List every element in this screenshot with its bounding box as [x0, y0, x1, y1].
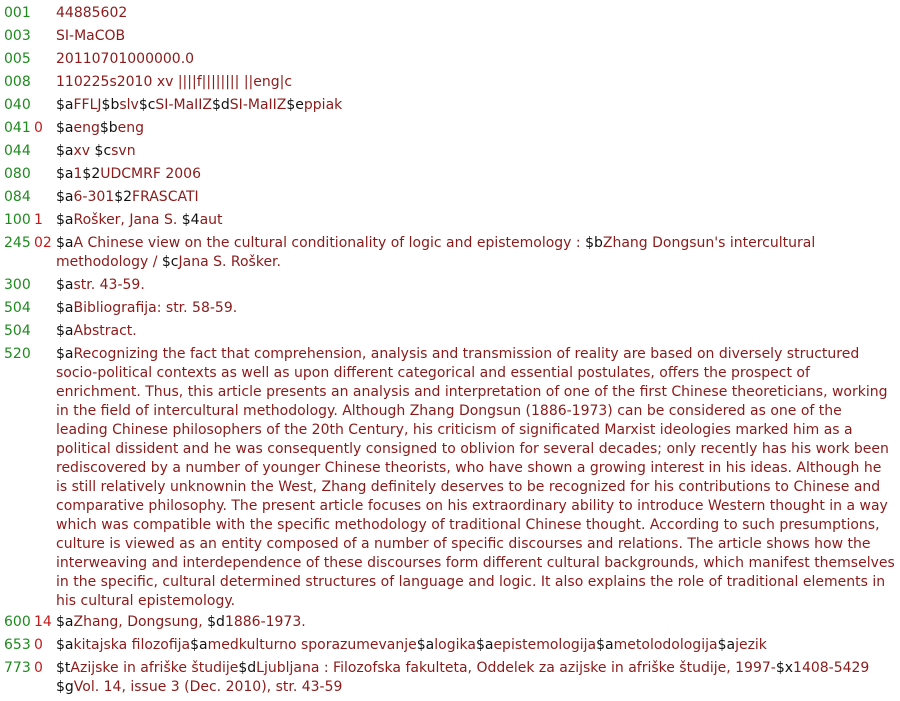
- subfield-code: $c: [138, 97, 156, 113]
- field-content: [56, 276, 896, 295]
- field-content: [56, 345, 900, 611]
- field-content: [56, 211, 896, 230]
- subfield-value: FRASCATI: [132, 189, 199, 205]
- subfield-value: Jana S. Rošker.: [178, 254, 281, 270]
- marc-field-044: [0, 142, 900, 161]
- subfield-value: Vol. 14, issue 3 (Dec. 2010), str. 43-59: [73, 679, 343, 695]
- field-content: [56, 188, 896, 207]
- subfield-value: eng: [117, 120, 145, 136]
- subfield-code: $a: [416, 637, 435, 653]
- field-value: 20110701000000.0: [56, 51, 195, 67]
- marc-field-504: [0, 322, 900, 341]
- marc-field-040: [0, 96, 900, 115]
- subfield-code: $4: [181, 212, 200, 228]
- field-content: [56, 50, 896, 69]
- marc-field-080: [0, 165, 900, 184]
- field-indicators: 0: [34, 660, 43, 676]
- field-indicators: 0: [34, 120, 43, 136]
- field-tag: 300: [4, 277, 31, 293]
- subfield-code: $a: [56, 143, 74, 159]
- subfield-value: slv: [119, 97, 139, 113]
- subfield-value: Zhang, Dongsung,: [73, 614, 208, 630]
- subfield-code: $a: [56, 189, 74, 205]
- subfield-value: epistemologija: [493, 637, 597, 653]
- field-content: [56, 636, 896, 655]
- subfield-code: $d: [207, 614, 225, 630]
- subfield-value: ppiak: [303, 97, 343, 113]
- subfield-value: xv: [73, 143, 95, 159]
- field-content: [56, 613, 896, 632]
- subfield-code: $a: [56, 300, 74, 316]
- subfield-value: A Chinese view on the cultural conditionality of logic and epistemology :: [73, 235, 586, 251]
- subfield-value: jezik: [735, 637, 767, 653]
- subfield-code: $a: [596, 637, 614, 653]
- marc-field-041: [0, 119, 900, 138]
- marc-field-300: [0, 276, 900, 295]
- subfield-code: $x: [775, 660, 794, 676]
- field-tag: 100: [4, 212, 31, 228]
- subfield-value: medkulturno sporazumevanje: [207, 637, 417, 653]
- subfield-value: Ljubljana : Filozofska fakulteta, Oddelek za azijske in afriške študije, 1997-: [256, 660, 776, 676]
- marc-field-773: [0, 659, 900, 697]
- marc-field-008: [0, 73, 900, 92]
- field-value: 44885602: [56, 5, 128, 21]
- subfield-code: $a: [56, 346, 74, 362]
- subfield-code: $d: [212, 97, 230, 113]
- subfield-code: $a: [56, 235, 74, 251]
- subfield-value: metolodologija: [613, 637, 718, 653]
- marc-field-520: [0, 345, 900, 611]
- field-content: [56, 96, 896, 115]
- marc-field-001: [0, 4, 900, 23]
- field-tag: 084: [4, 189, 31, 205]
- subfield-code: $e: [286, 97, 304, 113]
- subfield-value: Zhang Dongsun's intercultural methodology /: [56, 235, 820, 270]
- field-content: [56, 322, 896, 341]
- subfield-value: aut: [199, 212, 223, 228]
- field-tag: 773: [4, 660, 31, 676]
- field-content: [56, 142, 896, 161]
- field-tag: 041: [4, 120, 31, 136]
- field-value: 110225s2010 xv ||||f|||||||| ||eng|c: [56, 74, 293, 90]
- field-tag: 504: [4, 300, 31, 316]
- field-tag: 005: [4, 51, 31, 67]
- subfield-value: Abstract.: [73, 323, 137, 339]
- subfield-code: $b: [585, 235, 603, 251]
- marc-field-653: [0, 636, 900, 655]
- field-content: [56, 165, 896, 184]
- subfield-code: $b: [99, 120, 118, 136]
- subfield-value: UDCMRF 2006: [100, 166, 201, 182]
- subfield-code: $c: [94, 143, 112, 159]
- subfield-code: $2: [82, 166, 101, 182]
- subfield-value: SI-MaIIZ: [155, 97, 212, 113]
- field-tag: 080: [4, 166, 31, 182]
- marc-field-504: [0, 299, 900, 318]
- subfield-code: $b: [101, 97, 120, 113]
- subfield-code: $a: [190, 637, 208, 653]
- subfield-value: Bibliografija: str. 58-59.: [73, 300, 238, 316]
- subfield-code: $a: [56, 277, 74, 293]
- field-content: [56, 299, 896, 318]
- field-content: [56, 234, 896, 272]
- field-indicators: 02: [34, 235, 52, 251]
- field-tag: 001: [4, 5, 31, 21]
- subfield-code: $t: [56, 660, 71, 676]
- field-tag: 504: [4, 323, 31, 339]
- field-indicators: 14: [34, 614, 52, 630]
- field-tag: 003: [4, 28, 31, 44]
- subfield-value: 1: [73, 166, 83, 182]
- field-tag: 044: [4, 143, 31, 159]
- subfield-value: 1886-1973.: [224, 614, 306, 630]
- subfield-value: eng: [73, 120, 100, 136]
- marc-field-084: [0, 188, 900, 207]
- field-content: [56, 119, 896, 138]
- marc-field-005: [0, 50, 900, 69]
- subfield-value: Azijske in afriške študije: [70, 660, 239, 676]
- subfield-value: kitajska filozofija: [73, 637, 191, 653]
- subfield-value: 6-301: [73, 189, 115, 205]
- marc-field-003: [0, 27, 900, 46]
- field-content: [56, 4, 896, 23]
- subfield-code: $a: [56, 212, 74, 228]
- field-value: SI-MaCOB: [56, 28, 126, 44]
- field-tag: 008: [4, 74, 31, 90]
- subfield-value: Rošker, Jana S.: [73, 212, 182, 228]
- subfield-value: 1408-5429: [793, 660, 874, 676]
- field-content: [56, 27, 896, 46]
- subfield-value: Recognizing the fact that comprehension, analysis and transmission of reality are based on diversely structured socio-political contexts as well as upon different categorical and essential postulates, offers the prospect of enrichment. Thus, this article presents an analysis and interpretation of one of the first Chinese theoreticians, working in the field of intercultural methodology. Although Zhang Dongsun (1886-1973) can be considered as one of the leading Chinese philosophers of the 20th Century, his criticism of significated Marxist ideologies marked him as a political dissident and he was consequently consigned to oblivion for several decades; only recently has his work been rediscovered by a number of younger Chinese theorists, who have shown a growing interest in his ideas. Although he is still relatively unknownin the West, Zhang definitely deserves to be recognized for his contributions to Chinese and comparative philosophy. The present article focuses on his extraordinary ability to introduce Western thought in a way which was compatible with the specific methodology of traditional Chinese thought. According to such presumptions, culture is viewed as an entity composed of a number of specific discourses and relations. The article shows how the interweaving and interdependence of these discourses form different cultural backgrounds, which manifest themselves in the specific, cultural determined structures of language and logic. It also explains the role of traditional elements in his cultural epistemology.: [56, 346, 900, 609]
- subfield-code: $a: [56, 614, 74, 630]
- subfield-code: $a: [717, 637, 736, 653]
- marc-field-600: [0, 613, 900, 632]
- field-content: [56, 73, 896, 92]
- subfield-code: $a: [56, 637, 74, 653]
- field-indicators: 1: [34, 212, 43, 228]
- subfield-code: $2: [114, 189, 133, 205]
- field-indicators: 0: [34, 637, 43, 653]
- subfield-code: $c: [161, 254, 179, 270]
- subfield-code: $a: [56, 323, 74, 339]
- field-tag: 520: [4, 346, 31, 362]
- subfield-value: svn: [111, 143, 136, 159]
- subfield-value: logika: [434, 637, 476, 653]
- field-tag: 245: [4, 235, 31, 251]
- subfield-code: $a: [56, 120, 74, 136]
- subfield-value: str. 43-59.: [73, 277, 145, 293]
- marc-field-245: [0, 234, 900, 272]
- subfield-value: SI-MaIIZ: [229, 97, 287, 113]
- field-content: [56, 659, 896, 697]
- field-tag: 653: [4, 637, 31, 653]
- marc-field-100: [0, 211, 900, 230]
- subfield-code: $g: [56, 679, 74, 695]
- subfield-value: FFLJ: [73, 97, 102, 113]
- field-tag: 040: [4, 97, 31, 113]
- field-tag: 600: [4, 614, 31, 630]
- subfield-code: $d: [238, 660, 257, 676]
- subfield-code: $a: [475, 637, 494, 653]
- subfield-code: $a: [56, 166, 74, 182]
- subfield-code: $a: [56, 97, 74, 113]
